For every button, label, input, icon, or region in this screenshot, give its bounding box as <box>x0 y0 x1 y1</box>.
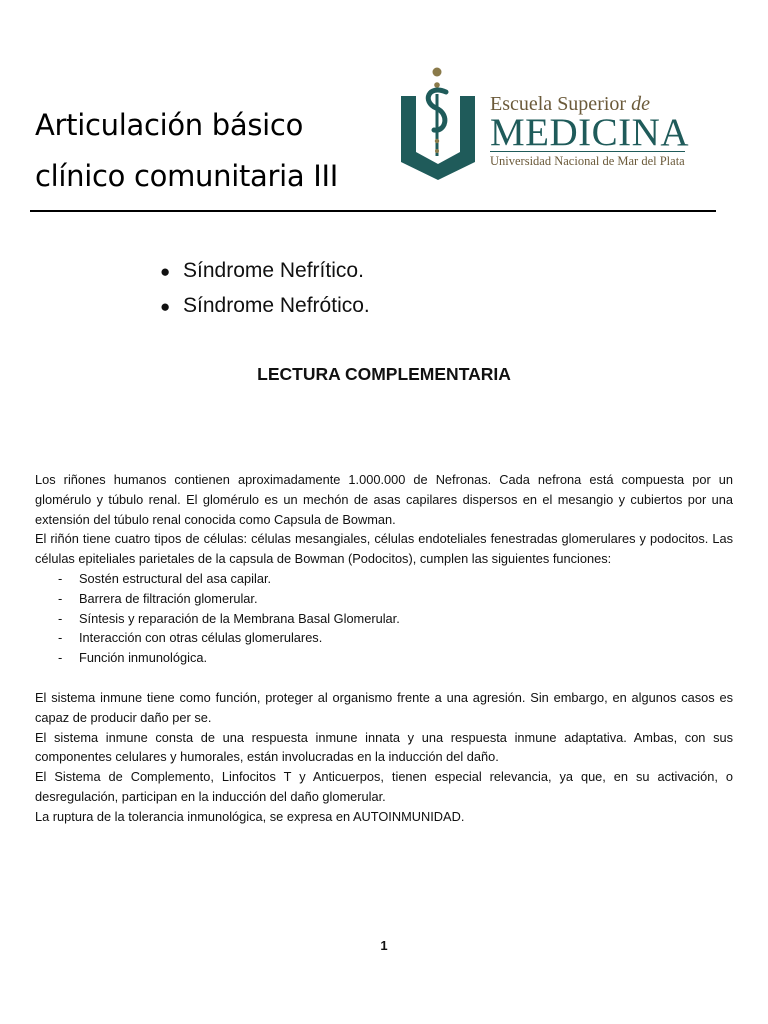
school-logo <box>398 66 698 182</box>
bullet-icon: ● <box>160 262 171 281</box>
paragraph: Los riñones humanos contienen aproximadamente 1.000.000 de Nefronas. Cada nefrona está compuesta por un glomérulo y túbulo renal. El glomérulo es un mechón de asas capilares dispersos en el mesangio y cubiertos por una extensión del túbulo renal conocida como Capsula de Bowman. <box>35 472 733 527</box>
list-item: ● Síndrome Nefrótico. <box>160 289 370 324</box>
paragraph: El sistema inmune consta de una respuesta inmune innata y una respuesta inmune adaptativa. Ambas, con sus componentes celulares y humorales, están involucradas en la inducción del daño. <box>35 729 733 765</box>
paragraph: El Sistema de Complemento, Linfocitos T y Anticuerpos, tienen especial relevancia, ya que, en su activación, o desregulación, participan en la inducción del daño glomerular. <box>35 769 733 804</box>
list-item: - Función inmunológica. <box>58 650 208 666</box>
bullet-icon: ● <box>160 297 171 316</box>
list-item: - Barrera de filtración glomerular. <box>58 590 258 606</box>
page-title <box>35 100 338 202</box>
list-item: - Sostén estructural del asa capilar. <box>58 570 272 586</box>
logo-medicina: MEDICINA <box>490 111 689 154</box>
reading-body <box>35 470 733 827</box>
logo-school-name: Escuela Superior de <box>490 93 650 115</box>
logo-text <box>490 93 689 170</box>
function-list <box>35 569 733 668</box>
paragraph: La ruptura de la tolerancia inmunológica, se expresa en AUTOINMUNIDAD. <box>35 808 465 824</box>
topic-list <box>160 254 370 324</box>
section-heading: LECTURA COMPLEMENTARIA <box>257 364 511 384</box>
list-item: - Interacción con otras células glomerulares. <box>58 630 323 646</box>
title-divider <box>30 210 716 212</box>
title-line-2: clínico comunitaria III <box>35 159 339 193</box>
medicine-emblem-icon <box>398 66 478 182</box>
list-item: ● Síndrome Nefrítico. <box>160 254 370 289</box>
title-line-1: Articulación básico <box>35 108 304 142</box>
paragraph: El sistema inmune tiene como función, proteger al organismo frente a una agresión. Sin embargo, en algunos casos es capaz de producir daño per se. <box>35 689 733 725</box>
list-item: - Síntesis y reparación de la Membrana Basal Glomerular. <box>58 610 400 626</box>
paragraph: El riñón tiene cuatro tipos de células: células mesangiales, células endoteliales fenestradas glomerulares y podocitos. Las células epiteliales parietales de la capsula de Bowman (Podocitos), cumplen las siguientes funciones: <box>35 531 733 567</box>
logo-university: Universidad Nacional de Mar del Plata <box>490 151 685 169</box>
page-number: 1 <box>380 938 388 953</box>
